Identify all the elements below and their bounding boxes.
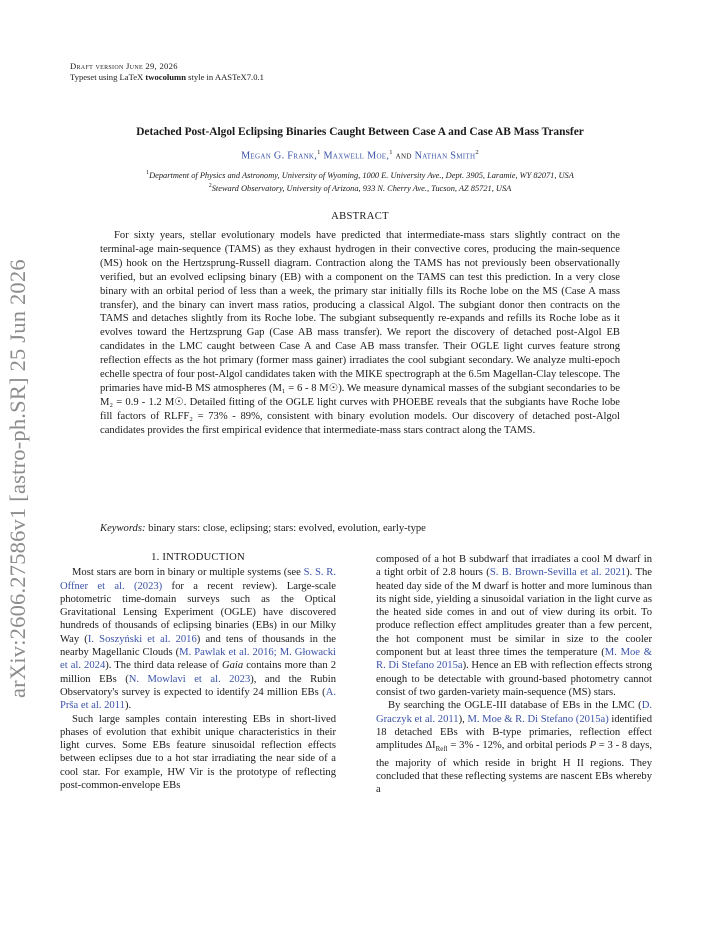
- body-text: ). The heated day side of the M dwarf is hotter and more luminous than its night side, yielding a sinusoidal variation in the light curve as the heated side comes in and out of view during its orbit. To produce reflection effect amplitudes greater than a few percent, the hot component must be similar in size to the cooler component but at least three times the temperature (: [376, 567, 652, 659]
- author-conjunction: and: [392, 150, 415, 162]
- abstract-heading: ABSTRACT: [331, 211, 389, 222]
- body-text: By searching the OGLE-III database of EBs in the LMC (: [388, 700, 642, 712]
- author-name[interactable]: Maxwell Moe,: [323, 150, 390, 162]
- body-text: ). Hence an EB with reflection effects strong enough to be detectable with ground-based photometry cannot consist of two garden-variety main-sequence (MS) stars.: [376, 660, 652, 698]
- italic-text: P: [589, 740, 597, 752]
- body-text: Most stars are born in binary or multiple systems (see: [72, 567, 304, 579]
- author-list: [70, 149, 650, 161]
- draft-header: [70, 61, 264, 82]
- body-text: ). The third data release of: [105, 660, 222, 672]
- affiliation-2: [70, 183, 650, 193]
- affiliation-marker: 1: [317, 149, 321, 156]
- body-text: for a recent review). Large-scale photometric time-domain surveys such as the Optical Gravitational Lensing Experiment (OGLE) have discovered hundreds of thousands of eclipsing binaries (EBs) in our Milky Way (: [60, 580, 336, 645]
- intro-paragraph-2: [60, 713, 336, 793]
- typeset-line: [70, 72, 264, 83]
- intro-paragraph-1: [60, 566, 336, 712]
- citation-link[interactable]: M. Moe & R. Di Stefano (2015a): [467, 713, 609, 725]
- italic-text: Gaia: [221, 660, 244, 672]
- body-text: ), and the Rubin Observatory's survey is expected to identify 24 million EBs (: [60, 673, 336, 698]
- body-text: = 3% - 12%, and orbital periods: [447, 740, 590, 752]
- subscript-text: Refl: [435, 745, 448, 754]
- citation-link[interactable]: S. B. Brown-Sevilla et al. 2021: [489, 567, 627, 579]
- citation-link[interactable]: M. Pawlak et al. 2016; M. Głowacki et al. 2024: [60, 647, 336, 672]
- affiliation-text: Steward Observatory, University of Arizona, 933 N. Cherry Ave., Tucson, AZ 85721, USA: [211, 183, 512, 193]
- author-name[interactable]: Megan G. Frank,: [241, 150, 318, 162]
- body-text: ),: [458, 713, 468, 725]
- body-text: = 3 - 8 days, the majority of which reside in bright H II regions. They concluded that these reflecting systems are nascent EBs whereby a: [376, 740, 653, 796]
- keywords-list: binary stars: close, eclipsing; stars: evolved, evolution, early-type: [145, 523, 426, 534]
- affiliation-1: [70, 170, 650, 180]
- citation-link[interactable]: D. Graczyk et al. 2011: [376, 700, 652, 725]
- citation-link[interactable]: N. Mowlavi et al. 2023: [128, 673, 251, 685]
- body-text: ) and tens of thousands in the nearby Magellanic Clouds (: [60, 633, 336, 659]
- body-text: Such large samples contain interesting EBs in short-lived phases of evolution that exhibit unique characteristics in their light curves. Some EBs feature sinusoidal reflection effects between eclipses due to a hot star irradiating the near side of a cool star. For example, HW Vir is the prototype of reflecting post-common-envelope EBs: [60, 713, 336, 792]
- arxiv-identifier-stamp: arXiv:2606.27586v1 [astro-ph.SR] 25 Jun 2026: [5, 259, 30, 698]
- affiliation-number: 1: [146, 170, 150, 176]
- typeset-prefix: Typeset using LaTeX: [70, 71, 146, 82]
- citation-link[interactable]: I. Soszyński et al. 2016: [87, 633, 197, 645]
- paper-title: Detached Post-Algol Eclipsing Binaries Caught Between Case A and Case AB Mass Transfer: [136, 126, 584, 138]
- left-column: [60, 551, 336, 792]
- affiliation-number: 2: [208, 183, 212, 189]
- citation-link[interactable]: M. Moe & R. Di Stefano 2015a: [376, 647, 652, 672]
- body-text: identified 18 detached EBs with B-type primaries, reflection effect amplitudes ΔI: [376, 713, 653, 752]
- affiliation-text: Department of Physics and Astronomy, University of Wyoming, 1000 E. University Ave., Dept. 3905, Laramie, WY 82071, USA: [149, 170, 574, 180]
- affiliation-marker: 1: [389, 149, 393, 156]
- body-text: composed of a hot B subdwarf that irradiates a cool M dwarf in a tight orbit of 2.8 hours (: [376, 554, 652, 579]
- keywords-label: Keywords:: [100, 523, 146, 534]
- abstract-body: For sixty years, stellar evolutionary models have predicted that intermediate-mass stars slightly contract on the terminal-age main-sequence (TAMS) as they exhaust hydrogen in their convective cores, producing the main-sequence (MS) hook on the Hertzsprung-Russell diagram. Contraction along the TAMS has not previously been observationally verified, but an evolved eclipsing binary (EB) with a component on the TAMS can test this prediction. In a very close binary with an orbital period of less than a week, the primary star initially fills its Roche lobe on the MS (Case A mass transfer), and the binary can invert mass ratios, producing a classical Algol. The subgiant donor then contracts on the TAMS and detaches slightly from its Roche lobe. The subgiant subsequently re-expands and refills its Roche lobe as it evolves toward the Hertzsprung Gap (Case AB mass transfer). We report the discovery of detached post-Algol EB candidates in the LMC caught between Case A and Case AB mass transfer. Their OGLE light curves feature strong reflection effects as the hot primary (former mass gainer) irradiates the cool subgiant secondary. We analyze multi-epoch echelle spectra of four post-Algol candidates taken with the MIKE spectrograph at the 6.5m Magellan-Clay telescope. The primaries have mid-B MS atmospheres (M₁ = 6 - 8 M☉). We measure dynamical masses of the subgiant secondaries to be M₂ = 0.9 - 1.2 M☉. Detailed fitting of the OGLE light curves with PHOEBE reveals that the subgiants have Roche lobe fill factors of RLFF₂ = 73% - 89%, consistent with binary evolution models. Our discovery of detached post-Algol candidates provides the first empirical evidence that intermediate-mass stars contract along the TAMS.: [100, 230, 620, 436]
- affiliation-marker: 2: [475, 149, 479, 156]
- draft-version-line: Draft version June 29, 2026: [70, 61, 178, 71]
- intro-paragraph-4: [376, 699, 652, 796]
- intro-paragraph-3: [376, 553, 652, 699]
- keywords: [100, 523, 620, 534]
- body-text: ).: [124, 700, 132, 712]
- citation-link[interactable]: A. Prša et al. 2011: [60, 686, 336, 712]
- citation-link[interactable]: S. S. R. Offner et al. (2023): [60, 567, 337, 592]
- body-text: contains more than 2 million EBs (: [60, 660, 336, 685]
- typeset-suffix: style in AASTeX7.0.1: [186, 71, 264, 82]
- author-name[interactable]: Nathan Smith: [414, 150, 476, 162]
- section-heading: 1. INTRODUCTION: [151, 552, 245, 563]
- right-column: [376, 553, 652, 796]
- typeset-style: twocolumn: [145, 71, 186, 82]
